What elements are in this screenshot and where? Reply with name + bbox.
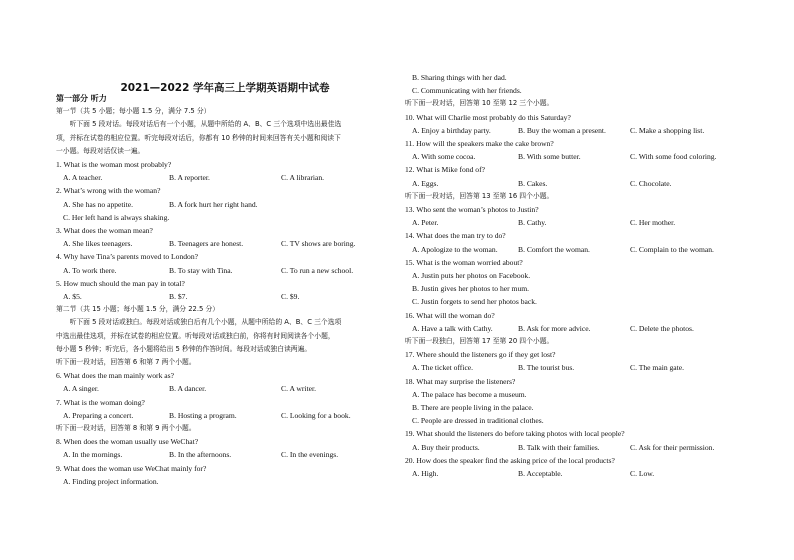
option-a: A. A singer. [63,384,99,394]
option-b: B. There are people living in the palace. [412,403,534,413]
question-19-options [405,441,745,454]
option-c: C. A librarian. [281,173,325,183]
option-b: B. A dancer. [169,384,207,394]
option-c: C. Chocolate. [630,178,672,188]
option-c: C. Low. [630,469,655,479]
section1-instruction-3: 一小题。每段对话仅读一遍。 [56,146,145,155]
question-10-options [405,124,745,137]
question-13-stem: 13. Who sent the woman’s photos to Justin? [405,205,539,215]
part-heading: 第一部分 听力 [56,94,107,103]
section1-instruction-1: 听下面 5 段对话。每段对话后有一个小题，从题中所给的 A、B、C 三个选项中选出最佳选 [69,120,342,129]
option-b: B. To stay with Tina. [169,265,233,275]
option-b: B. Buy the woman a present. [518,125,606,135]
option-b: B. Cathy. [518,218,547,228]
note-10-12: 听下面一段对话，回答第 10 至第 12 三个小题。 [405,99,554,108]
section1-heading: 第一节（共 5 小题；每小题 1.5 分，满分 7.5 分） [56,107,211,116]
option-c: C. Ask for their permission. [630,442,715,452]
option-a: A. In the mornings. [63,450,123,460]
option-c: C. The main gate. [630,363,685,373]
option-b: B. Comfort the woman. [518,244,590,254]
question-15-stem: 15. What is the woman worried about? [405,257,523,267]
note-13-16: 听下面一段对话，回答第 13 至第 16 四个小题。 [405,191,554,200]
section2-instruction-3: 每小题 5 秒钟；听完后，各小题将给出 5 秒钟的作答时间。每段对话或独白读两遍。 [56,344,312,353]
question-19-stem: 19. What should the listeners do before taking photos with local people? [405,429,625,439]
question-8-options [56,448,394,461]
option-b: B. Hosting a program. [169,410,237,420]
option-c: C. A writer. [281,384,317,394]
option-a: A. With some cocoa. [412,152,476,162]
option-c: C. TV shows are boring. [281,239,356,249]
option-b: B. Cakes. [518,178,548,188]
option-b: B. The tourist bus. [518,363,575,373]
option-c: C. In the evenings. [281,450,339,460]
option-b: B. Sharing things with her dad. [412,73,507,82]
option-a: A. A teacher. [63,173,103,183]
option-a: A. Justin puts her photos on Facebook. [412,271,531,281]
option-a: A. To work there. [63,265,117,275]
option-a: A. High. [412,469,439,479]
note-6-7: 听下面一段对话，回答第 6 和第 7 两个小题。 [56,358,196,367]
question-16-stem: 16. What will the woman do? [405,310,495,320]
option-a: A. Finding project information. [63,476,159,486]
option-a: A. Eggs. [412,178,439,188]
option-b: B. Ask for more advice. [518,323,591,333]
option-c: C. Her mother. [630,218,676,228]
question-11-options [405,150,745,163]
option-a: A. Have a talk with Cathy. [412,323,493,333]
option-a: A. The ticket office. [412,363,474,373]
option-a: A. She has no appetite. [63,199,134,209]
section2-instruction-2: 中选出最佳选项，并标在试卷的相应位置。听每段对话或独白前，你将有时间阅读各个小题， [56,331,335,340]
section2-heading: 第二节（共 15 小题；每小题 1.5 分，满分 22.5 分） [56,305,220,314]
option-b: B. Justin gives her photos to her mum. [412,284,530,294]
question-17-stem: 17. Where should the listeners go if they get lost? [405,350,556,360]
question-4-options [56,264,394,277]
question-16-options [405,322,745,335]
question-8-stem: 8. When does the woman usually use WeChat? [56,437,199,447]
option-a: A. $5. [63,292,82,302]
question-5-stem: 5. How much should the man pay in total? [56,278,185,288]
question-12-stem: 12. What is Mike fond of? [405,165,486,175]
option-c: C. $9. [281,292,300,302]
question-7-stem: 7. What is the woman doing? [56,397,145,407]
question-5-options [56,290,394,303]
question-4-stem: 4. Why have Tina’s parents moved to London? [56,252,199,262]
option-b: B. In the afternoons. [169,450,232,460]
option-c: C. Communicating with her friends. [412,86,522,96]
question-6-stem: 6. What does the man mainly work as? [56,371,174,381]
option-a: A. She likes teenagers. [63,239,133,249]
question-7-options [56,409,394,422]
question-14-stem: 14. What does the man try to do? [405,231,506,241]
option-c: C. Make a shopping list. [630,125,705,135]
question-1-stem: 1. What is the woman most probably? [56,160,172,170]
exam-title: 2021—2022 学年高三上学期英语期中试卷 [120,82,330,94]
option-b: B. Teenagers are honest. [169,239,244,249]
section1-instruction-2: 项，并标在试卷的相应位置。听完每段对话后，你都有 10 秒钟的时间来回答有关小题和阅读下 [56,133,341,142]
question-6-options [56,382,394,395]
option-a: A. Buy their products. [412,442,480,452]
question-11-stem: 11. How will the speakers make the cake brown? [405,139,554,149]
question-18-stem: 18. What may surprise the listeners? [405,376,516,386]
option-a: A. Enjoy a birthday party. [412,125,491,135]
question-12-options [405,177,745,190]
question-3-stem: 3. What does the woman mean? [56,226,153,236]
right-column [405,71,745,480]
option-b: B. With some butter. [518,152,581,162]
option-c: C. Her left hand is always shaking. [63,212,170,222]
question-9-stem: 9. What does the woman use WeChat mainly for? [56,463,207,473]
option-b: B. A reporter. [169,173,210,183]
option-a: A. Apologize to the woman. [412,244,498,254]
section2-instruction-1: 听下面 5 段对话或独白。每段对话或独白后有几个小题，从题中所给的 A、B、C 三个选项 [69,318,342,327]
option-c: C. With some food coloring. [630,152,717,162]
option-c: C. Justin forgets to send her photos back. [412,297,537,307]
note-17-20: 听下面一段独白，回答第 17 至第 20 四个小题。 [405,337,554,346]
question-14-options [405,243,745,256]
option-b: B. A fork hurt her right hand. [169,199,258,209]
option-c: C. To run a new school. [281,265,354,275]
question-17-options [405,361,745,374]
option-a: A. Preparing a concert. [63,410,134,420]
question-2-stem: 2. What’s wrong with the woman? [56,186,161,196]
option-c: C. Looking for a book. [281,410,351,420]
option-b: B. Acceptable. [518,469,563,479]
option-c: C. Delete the photos. [630,323,694,333]
question-20-options [405,467,745,480]
left-column [56,78,394,488]
option-b: B. Talk with their families. [518,442,600,452]
question-1-options [56,171,394,184]
question-10-stem: 10. What will Charlie most probably do this Saturday? [405,112,571,122]
option-a: A. The palace has become a museum. [412,389,527,399]
question-2-options [56,198,394,211]
question-20-stem: 20. How does the speaker find the asking price of the local products? [405,455,615,465]
option-a: A. Peter. [412,218,439,228]
question-13-options [405,216,745,229]
note-8-9: 听下面一段对话，回答第 8 和第 9 两个小题。 [56,424,196,433]
option-c: C. Complain to the woman. [630,244,714,254]
option-c: C. People are dressed in traditional clothes. [412,416,544,426]
option-b: B. $7. [169,292,188,302]
question-3-options [56,237,394,250]
